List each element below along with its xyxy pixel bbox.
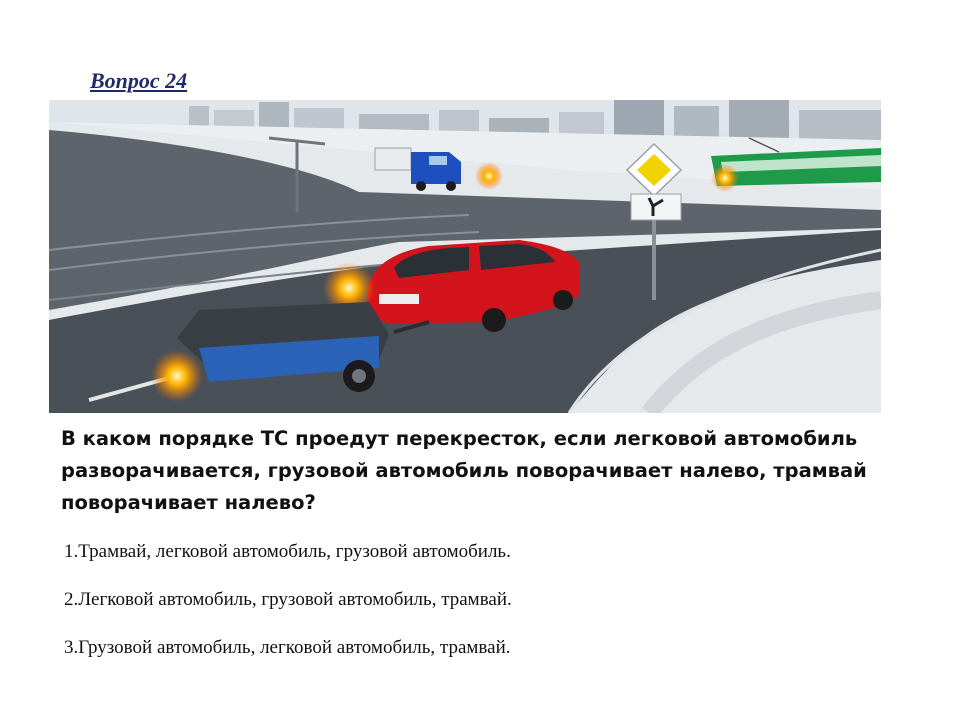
question-number-title: Вопрос 24 [90,68,188,93]
question-text: В каком порядке ТС проедут перекресток, если легковой автомобиль разворачивается, грузовой автомобиль поворачивает налево, трамвай поворачивает налево? [61,427,867,514]
intersection-illustration [49,100,881,413]
direction-plate-icon [631,194,681,220]
answer-option-1[interactable]: 1.Трамвай, легковой автомобиль, грузовой автомобиль. [64,541,511,562]
answer-list [64,540,512,684]
answer-option-3[interactable]: 3.Грузовой автомобиль, легковой автомобиль, трамвай. [64,637,511,658]
answer-option-2[interactable]: 2.Легковой автомобиль, грузовой автомобиль, трамвай. [64,589,512,610]
